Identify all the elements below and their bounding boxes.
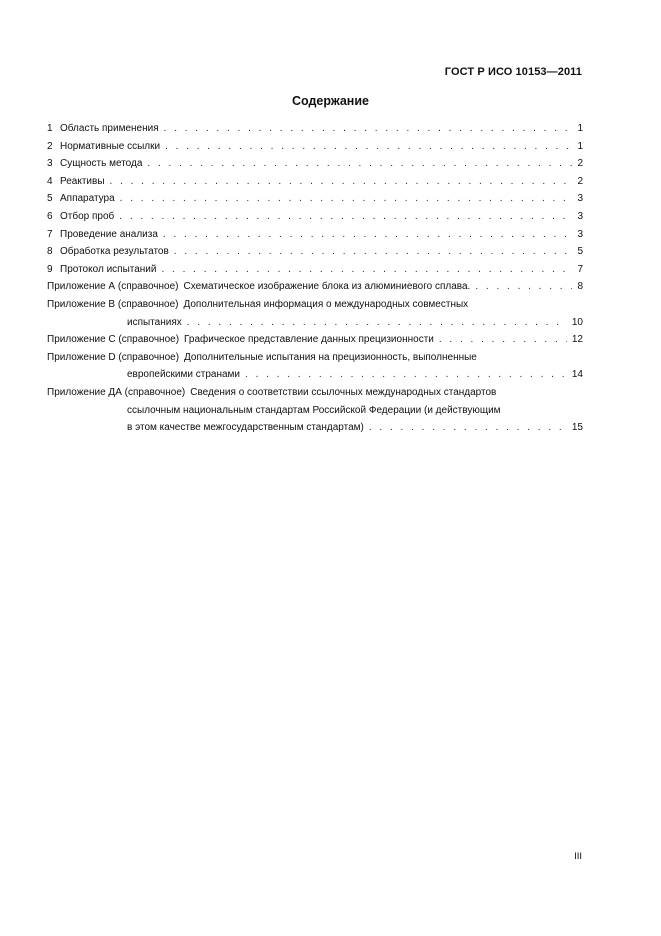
toc-entry-section-3[interactable] (47, 155, 583, 173)
toc-entry-annex-b[interactable] (47, 296, 583, 331)
toc-entry-section-7[interactable] (47, 226, 583, 244)
toc-entry-section-6[interactable] (47, 208, 583, 226)
toc-entry-annex-c[interactable] (47, 331, 583, 349)
toc-entry-section-9[interactable] (47, 261, 583, 279)
standard-code: ГОСТ Р ИСО 10153—2011 (444, 66, 582, 78)
dot-leader (245, 366, 567, 384)
toc-entry-annex-a[interactable] (47, 278, 583, 296)
section-number: 8 (47, 246, 53, 258)
annex-label: Приложение В (справочное) (47, 298, 179, 310)
page-ref: 3 (577, 193, 583, 205)
toc-entry-section-2[interactable] (47, 138, 583, 156)
annex-label: Приложение D (справочное) (47, 351, 180, 363)
annex-title-line: Дополнительные испытания на прецизионность, выполненные (184, 351, 477, 363)
page-ref: 14 (571, 369, 583, 381)
section-number: 1 (47, 123, 53, 134)
annex-title-line: Дополнительная информация о международных совместных (183, 298, 469, 310)
annex-label: Приложение ДА (справочное) (47, 386, 186, 398)
toc-entry-section-8[interactable] (47, 243, 583, 261)
toc-entry-section-1[interactable] (47, 120, 583, 138)
dot-leader (120, 190, 573, 208)
toc-entry-section-4[interactable] (47, 173, 583, 191)
section-title: Аппаратура (60, 193, 115, 205)
annex-label: Приложение С (справочное) (47, 334, 180, 346)
page-ref: 3 (577, 228, 583, 240)
annex-title-line: Сведения о соответствии ссылочных международных стандартов (190, 386, 497, 398)
annex-title-line: ссылочным национальным стандартам Российской Федерации (и действующим (127, 404, 501, 416)
dot-leader (475, 278, 572, 296)
page-number: III (574, 851, 582, 862)
annex-title-line: в этом качестве межгосударственным стандартам) (127, 422, 364, 434)
dot-leader (163, 226, 573, 244)
annex-title: Схематическое изображение блока из алюминиевого сплава. (183, 281, 471, 293)
section-title: Обработка результатов (60, 246, 169, 258)
dot-leader (161, 261, 572, 279)
page-title: Содержание (291, 94, 369, 108)
section-title: Реактивы (60, 175, 105, 187)
dot-leader (110, 173, 573, 191)
page-ref: 2 (577, 158, 583, 170)
section-title: Сущность метода (60, 158, 143, 170)
section-title: Нормативные ссылки (60, 140, 161, 152)
page-ref: 12 (571, 334, 583, 346)
toc-entry-annex-da[interactable] (47, 384, 583, 437)
page-ref: 1 (577, 140, 583, 152)
section-number: 2 (47, 140, 53, 152)
section-number: 3 (47, 158, 53, 170)
page-ref: 15 (571, 422, 583, 434)
toc-entry-section-5[interactable] (47, 190, 583, 208)
toc-entry-annex-d[interactable] (47, 349, 583, 384)
dot-leader (369, 419, 567, 437)
dot-leader (119, 208, 572, 226)
page-ref: 5 (577, 246, 583, 258)
annex-title: Графическое представление данных прецизионности (184, 334, 434, 346)
section-title: Область применения (60, 123, 159, 134)
dot-leader (439, 331, 567, 349)
section-title: Отбор проб (60, 210, 115, 222)
dot-leader (174, 243, 573, 261)
page-ref: 8 (577, 281, 583, 293)
page-ref: 3 (577, 210, 583, 222)
annex-title-line: европейскими странами (127, 369, 241, 381)
dot-leader (165, 138, 572, 156)
table-of-contents (47, 120, 583, 437)
page-ref: 7 (577, 263, 583, 275)
section-title: Протокол испытаний (60, 263, 157, 275)
annex-label: Приложение А (справочное) (47, 281, 179, 293)
page-ref: 2 (577, 175, 583, 187)
dot-leader (147, 155, 572, 173)
dot-leader (187, 314, 567, 332)
section-number: 6 (47, 210, 53, 222)
dot-leader (164, 120, 573, 138)
section-number: 7 (47, 228, 53, 240)
section-number: 5 (47, 193, 53, 205)
page-ref: 1 (577, 123, 583, 134)
section-number: 9 (47, 263, 53, 275)
section-number: 4 (47, 175, 53, 187)
section-title: Проведение анализа (60, 228, 158, 240)
annex-title-line: испытаниях (127, 316, 182, 328)
page-ref: 10 (571, 316, 583, 328)
